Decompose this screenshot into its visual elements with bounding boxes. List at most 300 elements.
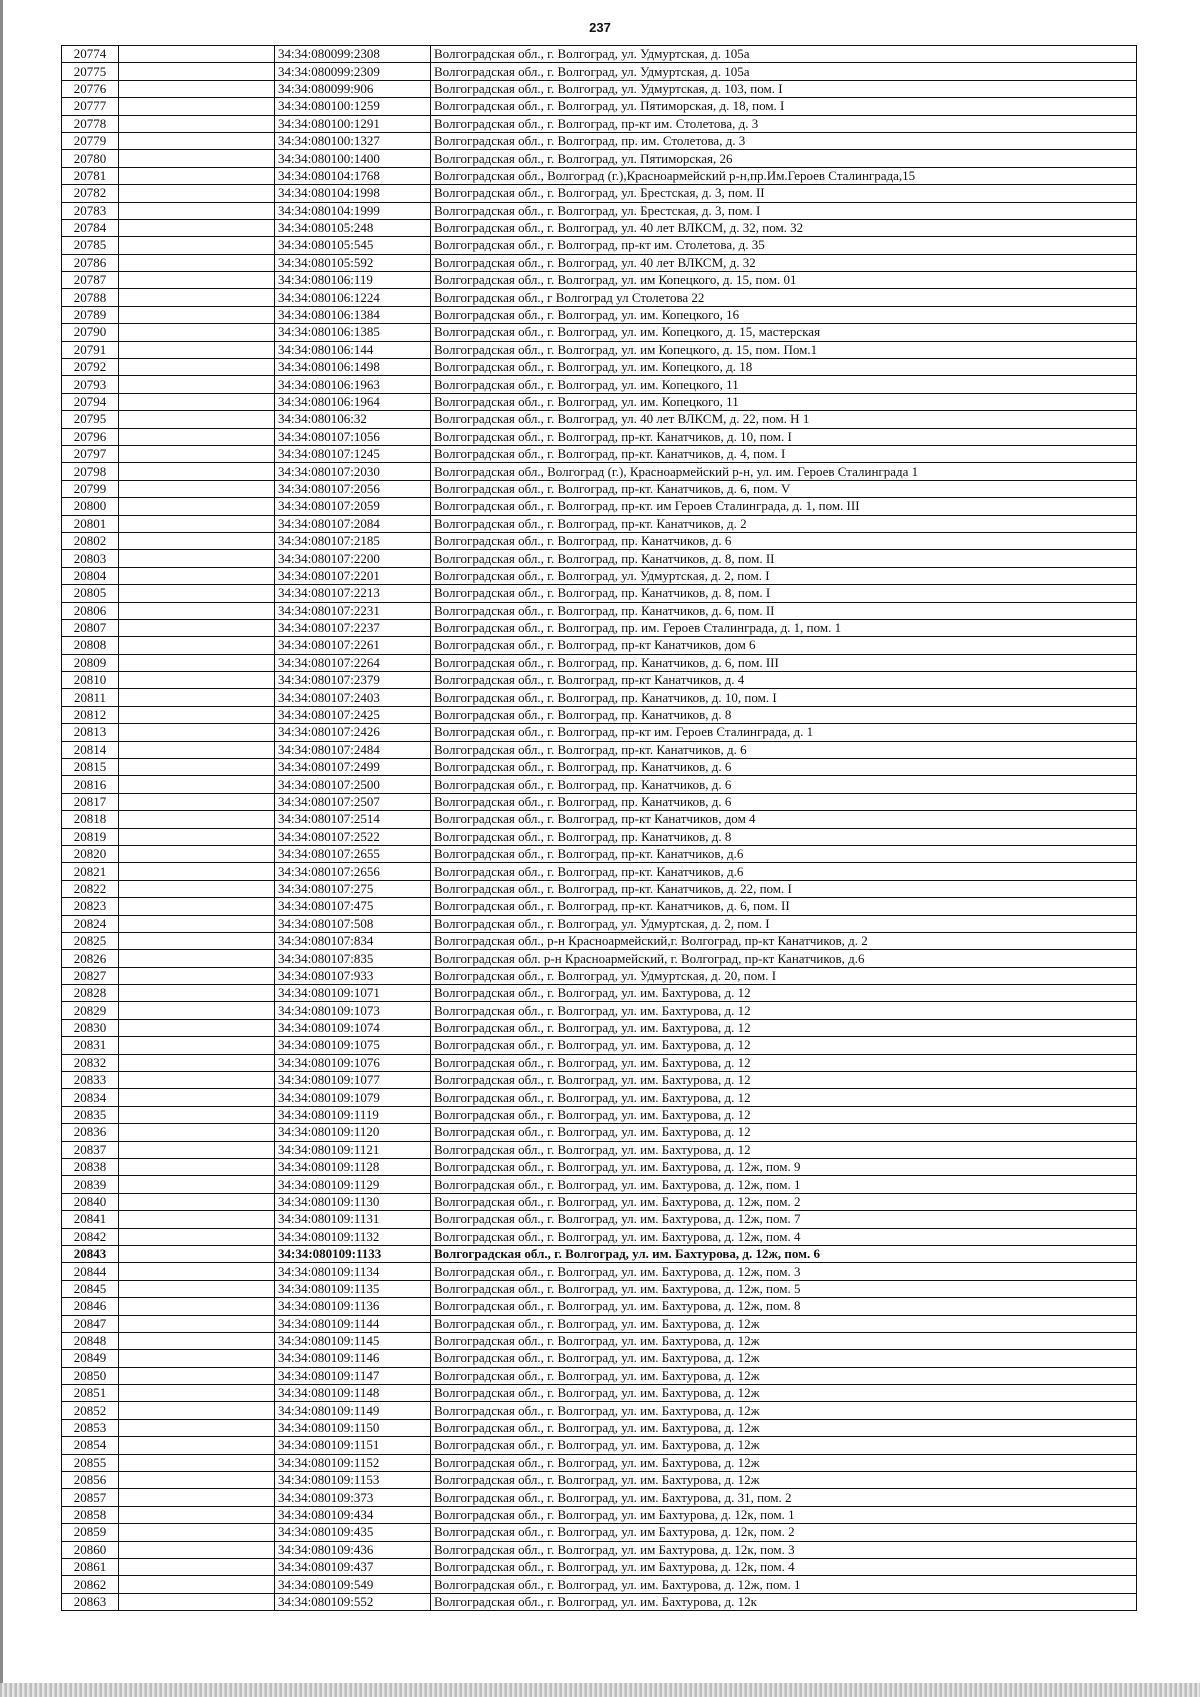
blank-cell bbox=[119, 1176, 275, 1193]
address-cell: Волгоградская обл., г. Волгоград, ул. им. Бахтурова, д. 12ж bbox=[431, 1350, 1137, 1367]
cadastral-number-cell: 34:34:080106:1963 bbox=[275, 376, 431, 393]
table-row bbox=[62, 811, 1137, 828]
address-cell: Волгоградская обл., г. Волгоград, пр. Канатчиков, д. 6, пом. III bbox=[431, 654, 1137, 671]
row-number-cell: 20817 bbox=[62, 793, 119, 810]
table-row bbox=[62, 1298, 1137, 1315]
table-row bbox=[62, 324, 1137, 341]
blank-cell bbox=[119, 532, 275, 549]
table-row bbox=[62, 359, 1137, 376]
address-cell: Волгоградская обл., г. Волгоград, пр-кт. Канатчиков, д. 2 bbox=[431, 515, 1137, 532]
blank-cell bbox=[119, 1524, 275, 1541]
blank-cell bbox=[119, 202, 275, 219]
address-cell: Волгоградская обл., г. Волгоград, пр. Канатчиков, д. 8 bbox=[431, 706, 1137, 723]
address-cell: Волгоградская обл., г. Волгоград, ул. Брестская, д. 3, пом. I bbox=[431, 202, 1137, 219]
table-row bbox=[62, 306, 1137, 323]
address-cell: Волгоградская обл., г. Волгоград, пр-кт Канатчиков, д. 4 bbox=[431, 672, 1137, 689]
blank-cell bbox=[119, 150, 275, 167]
address-cell: Волгоградская обл., г. Волгоград, ул. им. Бахтурова, д. 12 bbox=[431, 1054, 1137, 1071]
row-number-cell: 20823 bbox=[62, 898, 119, 915]
cadastral-number-cell: 34:34:080107:2059 bbox=[275, 498, 431, 515]
blank-cell bbox=[119, 254, 275, 271]
cadastral-number-cell: 34:34:080109:1074 bbox=[275, 1019, 431, 1036]
row-number-cell: 20838 bbox=[62, 1159, 119, 1176]
blank-cell bbox=[119, 898, 275, 915]
table-row bbox=[62, 1593, 1137, 1610]
address-cell: Волгоградская обл., г. Волгоград, ул. Пятиморская, д. 18, пом. I bbox=[431, 98, 1137, 115]
blank-cell bbox=[119, 1315, 275, 1332]
cadastral-number-cell: 34:34:080107:2484 bbox=[275, 741, 431, 758]
cadastral-number-cell: 34:34:080107:2425 bbox=[275, 706, 431, 723]
cadastral-number-cell: 34:34:080106:1964 bbox=[275, 393, 431, 410]
table-row bbox=[62, 80, 1137, 97]
blank-cell bbox=[119, 289, 275, 306]
address-cell: Волгоградская обл., г. Волгоград, пр. Канатчиков, д. 10, пом. I bbox=[431, 689, 1137, 706]
table-row bbox=[62, 1524, 1137, 1541]
table-row bbox=[62, 480, 1137, 497]
cadastral-number-cell: 34:34:080109:1136 bbox=[275, 1298, 431, 1315]
cadastral-number-cell: 34:34:080109:1076 bbox=[275, 1054, 431, 1071]
cadastral-number-cell: 34:34:080109:373 bbox=[275, 1489, 431, 1506]
table-row bbox=[62, 150, 1137, 167]
table-row bbox=[62, 863, 1137, 880]
blank-cell bbox=[119, 1385, 275, 1402]
row-number-cell: 20836 bbox=[62, 1124, 119, 1141]
table-row bbox=[62, 115, 1137, 132]
table-row bbox=[62, 167, 1137, 184]
cadastral-number-cell: 34:34:080107:2500 bbox=[275, 776, 431, 793]
cadastral-number-cell: 34:34:080107:2264 bbox=[275, 654, 431, 671]
row-number-cell: 20776 bbox=[62, 80, 119, 97]
address-cell: Волгоградская обл., г. Волгоград, ул. им. Бахтурова, д. 12ж, пом. 2 bbox=[431, 1193, 1137, 1210]
address-cell: Волгоградская обл., г. Волгоград, ул. им. Бахтурова, д. 12ж bbox=[431, 1402, 1137, 1419]
row-number-cell: 20802 bbox=[62, 532, 119, 549]
cadastral-number-cell: 34:34:080107:2507 bbox=[275, 793, 431, 810]
table-row bbox=[62, 654, 1137, 671]
cadastral-number-cell: 34:34:080109:1119 bbox=[275, 1106, 431, 1123]
table-row bbox=[62, 776, 1137, 793]
table-row bbox=[62, 185, 1137, 202]
address-cell: Волгоградская обл., г. Волгоград, ул. им. Бахтурова, д. 12ж bbox=[431, 1419, 1137, 1436]
blank-cell bbox=[119, 80, 275, 97]
cadastral-number-cell: 34:34:080107:2261 bbox=[275, 637, 431, 654]
cadastral-number-cell: 34:34:080109:549 bbox=[275, 1576, 431, 1593]
cadastral-number-cell: 34:34:080109:1130 bbox=[275, 1193, 431, 1210]
table-row bbox=[62, 1141, 1137, 1158]
row-number-cell: 20854 bbox=[62, 1437, 119, 1454]
cadastral-number-cell: 34:34:080109:1148 bbox=[275, 1385, 431, 1402]
row-number-cell: 20856 bbox=[62, 1472, 119, 1489]
table-row bbox=[62, 1541, 1137, 1558]
table-row bbox=[62, 445, 1137, 462]
cadastral-number-cell: 34:34:080105:545 bbox=[275, 237, 431, 254]
row-number-cell: 20784 bbox=[62, 219, 119, 236]
address-cell: Волгоградская обл., г. Волгоград, ул. им. Бахтурова, д. 12 bbox=[431, 1124, 1137, 1141]
row-number-cell: 20829 bbox=[62, 1002, 119, 1019]
address-cell: Волгоградская обл., г Волгоград ул Столетова 22 bbox=[431, 289, 1137, 306]
cadastral-number-cell: 34:34:080109:435 bbox=[275, 1524, 431, 1541]
cadastral-number-cell: 34:34:080109:1129 bbox=[275, 1176, 431, 1193]
cadastral-number-cell: 34:34:080099:2309 bbox=[275, 63, 431, 80]
cadastral-number-cell: 34:34:080107:1245 bbox=[275, 445, 431, 462]
address-cell: Волгоградская обл., г. Волгоград, ул. им. Бахтурова, д. 12 bbox=[431, 1019, 1137, 1036]
address-cell: Волгоградская обл., г. Волгоград, ул. им. Копецкого, 16 bbox=[431, 306, 1137, 323]
address-cell: Волгоградская обл., г. Волгоград, пр-кт. Канатчиков, д.6 bbox=[431, 845, 1137, 862]
blank-cell bbox=[119, 967, 275, 984]
blank-cell bbox=[119, 1245, 275, 1262]
table-row bbox=[62, 411, 1137, 428]
address-cell: Волгоградская обл., г. Волгоград, пр. Канатчиков, д. 6 bbox=[431, 793, 1137, 810]
table-row bbox=[62, 1280, 1137, 1297]
row-number-cell: 20822 bbox=[62, 880, 119, 897]
cadastral-number-cell: 34:34:080109:1144 bbox=[275, 1315, 431, 1332]
blank-cell bbox=[119, 741, 275, 758]
cadastral-number-cell: 34:34:080107:2213 bbox=[275, 585, 431, 602]
address-cell: Волгоградская обл. р-н Красноармейский, г. Волгоград, пр-кт Канатчиков, д.6 bbox=[431, 950, 1137, 967]
address-cell: Волгоградская обл., г. Волгоград, ул. им. Бахтурова, д. 12ж, пом. 1 bbox=[431, 1176, 1137, 1193]
row-number-cell: 20813 bbox=[62, 724, 119, 741]
row-number-cell: 20814 bbox=[62, 741, 119, 758]
table-row bbox=[62, 1159, 1137, 1176]
address-cell: Волгоградская обл., г. Волгоград, ул. Удмуртская, д. 20, пом. I bbox=[431, 967, 1137, 984]
table-row bbox=[62, 1367, 1137, 1384]
address-cell: Волгоградская обл., г. Волгоград, пр. Канатчиков, д. 8, пом. II bbox=[431, 550, 1137, 567]
blank-cell bbox=[119, 1072, 275, 1089]
address-cell: Волгоградская обл., г. Волгоград, пр-кт. Канатчиков, д. 10, пом. I bbox=[431, 428, 1137, 445]
row-number-cell: 20827 bbox=[62, 967, 119, 984]
address-cell: Волгоградская обл., г. Волгоград, ул. им. Бахтурова, д. 12 bbox=[431, 1072, 1137, 1089]
address-cell: Волгоградская обл., г. Волгоград, ул. им. Бахтурова, д. 12 bbox=[431, 1089, 1137, 1106]
cadastral-number-cell: 34:34:080109:552 bbox=[275, 1593, 431, 1610]
address-cell: Волгоградская обл., г. Волгоград, ул. им. Бахтурова, д. 12ж, пом. 4 bbox=[431, 1228, 1137, 1245]
address-cell: Волгоградская обл., г. Волгоград, пр. им. Столетова, д. 3 bbox=[431, 132, 1137, 149]
address-cell: Волгоградская обл., р-н Красноармейский,г. Волгоград, пр-кт Канатчиков, д. 2 bbox=[431, 932, 1137, 949]
table-row bbox=[62, 1211, 1137, 1228]
row-number-cell: 20789 bbox=[62, 306, 119, 323]
blank-cell bbox=[119, 1106, 275, 1123]
cadastral-number-cell: 34:34:080109:1135 bbox=[275, 1280, 431, 1297]
table-row bbox=[62, 1350, 1137, 1367]
row-number-cell: 20782 bbox=[62, 185, 119, 202]
blank-cell bbox=[119, 706, 275, 723]
row-number-cell: 20858 bbox=[62, 1506, 119, 1523]
row-number-cell: 20781 bbox=[62, 167, 119, 184]
blank-cell bbox=[119, 167, 275, 184]
cadastral-number-cell: 34:34:080109:1073 bbox=[275, 1002, 431, 1019]
address-cell: Волгоградская обл., г. Волгоград, пр. Канатчиков, д. 8, пом. I bbox=[431, 585, 1137, 602]
table-row bbox=[62, 637, 1137, 654]
row-number-cell: 20850 bbox=[62, 1367, 119, 1384]
address-cell: Волгоградская обл., Волгоград (г.), Красноармейский р-н, ул. им. Героев Сталинграда 1 bbox=[431, 463, 1137, 480]
page-number: 237 bbox=[589, 20, 611, 35]
row-number-cell: 20821 bbox=[62, 863, 119, 880]
row-number-cell: 20816 bbox=[62, 776, 119, 793]
address-cell: Волгоградская обл., г. Волгоград, ул. им. Бахтурова, д. 12 bbox=[431, 1002, 1137, 1019]
cadastral-number-cell: 34:34:080107:2237 bbox=[275, 619, 431, 636]
row-number-cell: 20843 bbox=[62, 1245, 119, 1262]
blank-cell bbox=[119, 689, 275, 706]
table-row bbox=[62, 672, 1137, 689]
table-row bbox=[62, 741, 1137, 758]
row-number-cell: 20775 bbox=[62, 63, 119, 80]
cadastral-number-cell: 34:34:080107:275 bbox=[275, 880, 431, 897]
row-number-cell: 20787 bbox=[62, 272, 119, 289]
table-row bbox=[62, 1385, 1137, 1402]
table-row bbox=[62, 1124, 1137, 1141]
row-number-cell: 20860 bbox=[62, 1541, 119, 1558]
address-cell: Волгоградская обл., г. Волгоград, ул. Пятиморская, 26 bbox=[431, 150, 1137, 167]
table-row bbox=[62, 98, 1137, 115]
table-row bbox=[62, 1472, 1137, 1489]
blank-cell bbox=[119, 550, 275, 567]
table-row bbox=[62, 932, 1137, 949]
row-number-cell: 20777 bbox=[62, 98, 119, 115]
address-cell: Волгоградская обл., г. Волгоград, пр-кт Канатчиков, дом 6 bbox=[431, 637, 1137, 654]
address-cell: Волгоградская обл., г. Волгоград, ул. им. Бахтурова, д. 12ж, пом. 8 bbox=[431, 1298, 1137, 1315]
row-number-cell: 20841 bbox=[62, 1211, 119, 1228]
blank-cell bbox=[119, 1002, 275, 1019]
address-cell: Волгоградская обл., г. Волгоград, пр-кт. Канатчиков, д. 6, пом. V bbox=[431, 480, 1137, 497]
row-number-cell: 20804 bbox=[62, 567, 119, 584]
blank-cell bbox=[119, 98, 275, 115]
address-cell: Волгоградская обл., г. Волгоград, пр-кт. Канатчиков, д. 6 bbox=[431, 741, 1137, 758]
blank-cell bbox=[119, 845, 275, 862]
row-number-cell: 20806 bbox=[62, 602, 119, 619]
row-number-cell: 20809 bbox=[62, 654, 119, 671]
address-cell: Волгоградская обл., г. Волгоград, ул. им. Бахтурова, д. 12 bbox=[431, 1106, 1137, 1123]
address-cell: Волгоградская обл., г. Волгоград, ул. им. Бахтурова, д. 12ж bbox=[431, 1315, 1137, 1332]
table-row bbox=[62, 967, 1137, 984]
table-row bbox=[62, 1193, 1137, 1210]
table-row bbox=[62, 1019, 1137, 1036]
row-number-cell: 20793 bbox=[62, 376, 119, 393]
table-row bbox=[62, 602, 1137, 619]
table-row bbox=[62, 828, 1137, 845]
row-number-cell: 20859 bbox=[62, 1524, 119, 1541]
blank-cell bbox=[119, 654, 275, 671]
cadastral-number-cell: 34:34:080104:1998 bbox=[275, 185, 431, 202]
row-number-cell: 20831 bbox=[62, 1037, 119, 1054]
table-row bbox=[62, 1245, 1137, 1262]
blank-cell bbox=[119, 1298, 275, 1315]
row-number-cell: 20785 bbox=[62, 237, 119, 254]
blank-cell bbox=[119, 1367, 275, 1384]
address-cell: Волгоградская обл., г. Волгоград, ул. им. Бахтурова, д. 12ж bbox=[431, 1332, 1137, 1349]
table-row bbox=[62, 759, 1137, 776]
address-cell: Волгоградская обл., г. Волгоград, пр. Канатчиков, д. 8 bbox=[431, 828, 1137, 845]
blank-cell bbox=[119, 463, 275, 480]
table-row bbox=[62, 1454, 1137, 1471]
blank-cell bbox=[119, 306, 275, 323]
address-cell: Волгоградская обл., г. Волгоград, ул. Удмуртская, д. 105а bbox=[431, 46, 1137, 63]
row-number-cell: 20808 bbox=[62, 637, 119, 654]
row-number-cell: 20824 bbox=[62, 915, 119, 932]
row-number-cell: 20861 bbox=[62, 1558, 119, 1575]
table-row bbox=[62, 46, 1137, 63]
blank-cell bbox=[119, 393, 275, 410]
blank-cell bbox=[119, 1576, 275, 1593]
blank-cell bbox=[119, 341, 275, 358]
table-row bbox=[62, 619, 1137, 636]
address-cell: Волгоградская обл., г. Волгоград, ул. им. Бахтурова, д. 12ж bbox=[431, 1472, 1137, 1489]
address-cell: Волгоградская обл., г. Волгоград, ул. им. Бахтурова, д. 12 bbox=[431, 1141, 1137, 1158]
blank-cell bbox=[119, 1437, 275, 1454]
cadastral-number-cell: 34:34:080109:434 bbox=[275, 1506, 431, 1523]
address-cell: Волгоградская обл., г. Волгоград, ул. им Бахтурова, д. 12к, пом. 1 bbox=[431, 1506, 1137, 1523]
address-cell: Волгоградская обл., г. Волгоград, ул. им. Копецкого, 11 bbox=[431, 393, 1137, 410]
cadastral-number-cell: 34:34:080105:248 bbox=[275, 219, 431, 236]
blank-cell bbox=[119, 115, 275, 132]
row-number-cell: 20853 bbox=[62, 1419, 119, 1436]
row-number-cell: 20855 bbox=[62, 1454, 119, 1471]
address-cell: Волгоградская обл., г. Волгоград, ул. 40 лет ВЛКСМ, д. 32 bbox=[431, 254, 1137, 271]
row-number-cell: 20832 bbox=[62, 1054, 119, 1071]
table-row bbox=[62, 1054, 1137, 1071]
row-number-cell: 20835 bbox=[62, 1106, 119, 1123]
address-cell: Волгоградская обл., г. Волгоград, ул. им. Бахтурова, д. 12ж bbox=[431, 1385, 1137, 1402]
blank-cell bbox=[119, 515, 275, 532]
table-row bbox=[62, 567, 1137, 584]
blank-cell bbox=[119, 1541, 275, 1558]
cadastral-number-cell: 34:34:080105:592 bbox=[275, 254, 431, 271]
address-cell: Волгоградская обл., г. Волгоград, ул. 40 лет ВЛКСМ, д. 32, пом. 32 bbox=[431, 219, 1137, 236]
row-number-cell: 20800 bbox=[62, 498, 119, 515]
blank-cell bbox=[119, 950, 275, 967]
cadastral-number-cell: 34:34:080104:1768 bbox=[275, 167, 431, 184]
table-row bbox=[62, 689, 1137, 706]
cadastral-number-cell: 34:34:080109:1134 bbox=[275, 1263, 431, 1280]
address-cell: Волгоградская обл., г. Волгоград, ул. им Бахтурова, д. 12к, пом. 3 bbox=[431, 1541, 1137, 1558]
address-cell: Волгоградская обл., г. Волгоград, ул. им. Бахтурова, д. 12ж, пом. 1 bbox=[431, 1576, 1137, 1593]
cadastral-number-cell: 34:34:080109:437 bbox=[275, 1558, 431, 1575]
blank-cell bbox=[119, 445, 275, 462]
blank-cell bbox=[119, 793, 275, 810]
table-row bbox=[62, 1176, 1137, 1193]
row-number-cell: 20848 bbox=[62, 1332, 119, 1349]
blank-cell bbox=[119, 498, 275, 515]
table-row bbox=[62, 1419, 1137, 1436]
cadastral-number-cell: 34:34:080109:1153 bbox=[275, 1472, 431, 1489]
blank-cell bbox=[119, 1472, 275, 1489]
address-cell: Волгоградская обл., г. Волгоград, пр-кт. Канатчиков, д. 22, пом. I bbox=[431, 880, 1137, 897]
table-row bbox=[62, 1037, 1137, 1054]
cadastral-number-cell: 34:34:080109:1079 bbox=[275, 1089, 431, 1106]
address-cell: Волгоградская обл., г. Волгоград, ул. им. Бахтурова, д. 31, пом. 2 bbox=[431, 1489, 1137, 1506]
cadastral-number-cell: 34:34:080109:1152 bbox=[275, 1454, 431, 1471]
row-number-cell: 20807 bbox=[62, 619, 119, 636]
row-number-cell: 20840 bbox=[62, 1193, 119, 1210]
cadastral-number-cell: 34:34:080109:1120 bbox=[275, 1124, 431, 1141]
blank-cell bbox=[119, 1228, 275, 1245]
blank-cell bbox=[119, 985, 275, 1002]
blank-cell bbox=[119, 1402, 275, 1419]
blank-cell bbox=[119, 724, 275, 741]
address-cell: Волгоградская обл., г. Волгоград, пр-кт. Канатчиков, д.6 bbox=[431, 863, 1137, 880]
blank-cell bbox=[119, 776, 275, 793]
row-number-cell: 20791 bbox=[62, 341, 119, 358]
table-row bbox=[62, 845, 1137, 862]
blank-cell bbox=[119, 1280, 275, 1297]
row-number-cell: 20826 bbox=[62, 950, 119, 967]
blank-cell bbox=[119, 1332, 275, 1349]
cadastral-number-cell: 34:34:080107:2514 bbox=[275, 811, 431, 828]
cadastral-number-cell: 34:34:080107:2030 bbox=[275, 463, 431, 480]
cadastral-number-cell: 34:34:080107:2200 bbox=[275, 550, 431, 567]
cadastral-number-cell: 34:34:080109:1121 bbox=[275, 1141, 431, 1158]
row-number-cell: 20857 bbox=[62, 1489, 119, 1506]
cadastral-number-cell: 34:34:080104:1999 bbox=[275, 202, 431, 219]
blank-cell bbox=[119, 1124, 275, 1141]
row-number-cell: 20805 bbox=[62, 585, 119, 602]
blank-cell bbox=[119, 567, 275, 584]
row-number-cell: 20801 bbox=[62, 515, 119, 532]
row-number-cell: 20798 bbox=[62, 463, 119, 480]
address-cell: Волгоградская обл., г. Волгоград, пр-кт. Канатчиков, д. 6, пом. II bbox=[431, 898, 1137, 915]
registry-table bbox=[61, 45, 1137, 1611]
address-cell: Волгоградская обл., г. Волгоград, ул. им. Бахтурова, д. 12 bbox=[431, 1037, 1137, 1054]
address-cell: Волгоградская обл., г. Волгоград, пр. Канатчиков, д. 6 bbox=[431, 532, 1137, 549]
cadastral-number-cell: 34:34:080106:119 bbox=[275, 272, 431, 289]
blank-cell bbox=[119, 1558, 275, 1575]
row-number-cell: 20844 bbox=[62, 1263, 119, 1280]
row-number-cell: 20792 bbox=[62, 359, 119, 376]
blank-cell bbox=[119, 1506, 275, 1523]
table-row bbox=[62, 1106, 1137, 1123]
address-cell: Волгоградская обл., г. Волгоград, ул. Брестская, д. 3, пом. II bbox=[431, 185, 1137, 202]
address-cell: Волгоградская обл., г. Волгоград, ул. им. Копецкого, д. 18 bbox=[431, 359, 1137, 376]
row-number-cell: 20815 bbox=[62, 759, 119, 776]
blank-cell bbox=[119, 828, 275, 845]
blank-cell bbox=[119, 63, 275, 80]
address-cell: Волгоградская обл., г. Волгоград, ул. им. Бахтурова, д. 12ж, пом. 6 bbox=[431, 1245, 1137, 1262]
address-cell: Волгоградская обл., г. Волгоград, пр-кт им. Столетова, д. 35 bbox=[431, 237, 1137, 254]
row-number-cell: 20851 bbox=[62, 1385, 119, 1402]
cadastral-number-cell: 34:34:080109:1075 bbox=[275, 1037, 431, 1054]
row-number-cell: 20780 bbox=[62, 150, 119, 167]
address-cell: Волгоградская обл., г. Волгоград, ул. им Бахтурова, д. 12к, пом. 2 bbox=[431, 1524, 1137, 1541]
table-row bbox=[62, 1089, 1137, 1106]
cadastral-number-cell: 34:34:080109:1145 bbox=[275, 1332, 431, 1349]
row-number-cell: 20818 bbox=[62, 811, 119, 828]
table-row bbox=[62, 1263, 1137, 1280]
table-row bbox=[62, 463, 1137, 480]
row-number-cell: 20833 bbox=[62, 1072, 119, 1089]
table-row bbox=[62, 724, 1137, 741]
table-row bbox=[62, 237, 1137, 254]
blank-cell bbox=[119, 1454, 275, 1471]
scan-edge-left bbox=[0, 0, 3, 1697]
address-cell: Волгоградская обл., Волгоград (г.),Красноармейский р-н,пр.Им.Героев Сталинграда,15 bbox=[431, 167, 1137, 184]
blank-cell bbox=[119, 637, 275, 654]
row-number-cell: 20820 bbox=[62, 845, 119, 862]
cadastral-number-cell: 34:34:080099:906 bbox=[275, 80, 431, 97]
cadastral-number-cell: 34:34:080107:2379 bbox=[275, 672, 431, 689]
cadastral-number-cell: 34:34:080107:2655 bbox=[275, 845, 431, 862]
address-cell: Волгоградская обл., г. Волгоград, пр-кт им. Героев Сталинграда, д. 1 bbox=[431, 724, 1137, 741]
table-row bbox=[62, 880, 1137, 897]
cadastral-number-cell: 34:34:080106:1385 bbox=[275, 324, 431, 341]
cadastral-number-cell: 34:34:080100:1400 bbox=[275, 150, 431, 167]
cadastral-number-cell: 34:34:080107:2403 bbox=[275, 689, 431, 706]
table-row bbox=[62, 272, 1137, 289]
blank-cell bbox=[119, 1019, 275, 1036]
table-row bbox=[62, 1402, 1137, 1419]
blank-cell bbox=[119, 237, 275, 254]
row-number-cell: 20839 bbox=[62, 1176, 119, 1193]
scan-edge-bottom bbox=[0, 1683, 1200, 1697]
row-number-cell: 20812 bbox=[62, 706, 119, 723]
blank-cell bbox=[119, 672, 275, 689]
table-row bbox=[62, 515, 1137, 532]
